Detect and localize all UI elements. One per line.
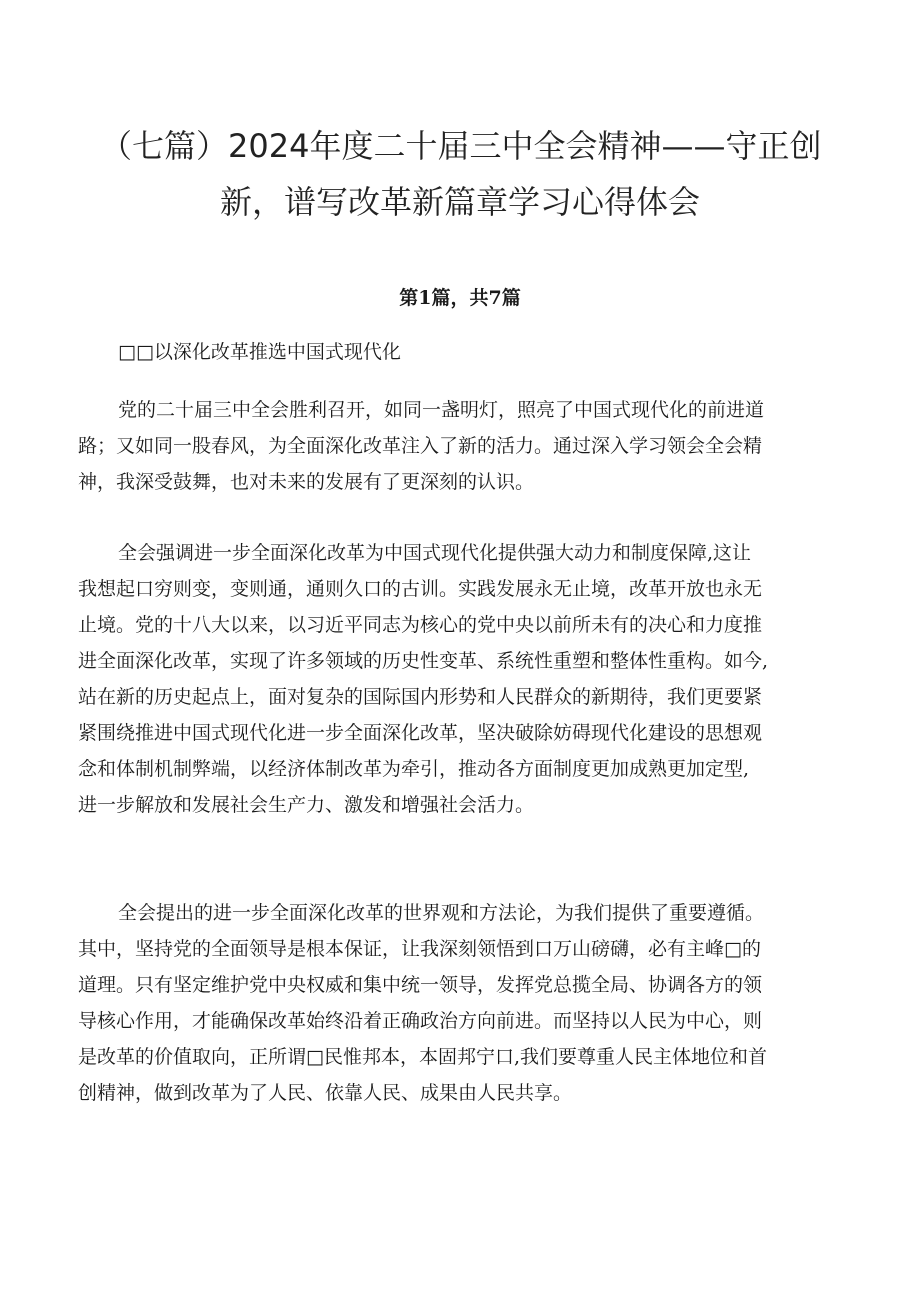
title-line-1: （七篇）2024年度二十届三中全会精神——守正创 [100, 127, 822, 165]
paragraph-1 [78, 392, 853, 500]
paragraph-line: 导核心作用，才能确保改革始终沿着正确政治方向前进。而坚持以人民为中心，则 [78, 1010, 763, 1032]
paragraph-line: 是改革的价值取向，正所谓□民惟邦本，本固邦宁口,我们要尊重人民主体地位和首 [78, 1046, 767, 1068]
paragraph-line: 念和体制机制弊端，以经济体制改革为牵引，推动各方面制度更加成熟更加定型, [78, 758, 750, 780]
paragraph-line: 全会强调进一步全面深化改革为中国式现代化提供强大动力和制度保障,这让 [118, 542, 752, 564]
part-indicator: 第1篇，共7篇 [399, 287, 521, 309]
paragraph-line: 紧围绕推进中国式现代化进一步全面深化改革，坚决破除妨碍现代化建设的思想观 [78, 722, 763, 744]
paragraph-line: 道理。只有坚定维护党中央权威和集中统一领导，发挥党总揽全局、协调各方的领 [78, 974, 763, 996]
paragraph-line: 路；又如同一股春风，为全面深化改革注入了新的活力。通过深入学习领会全会精 [78, 435, 763, 457]
paragraph-line: 其中，坚持党的全面领导是根本保证，让我深刻领悟到口万山磅礴，必有主峰□的 [78, 938, 761, 960]
paragraph-line: 党的二十届三中全会胜利召开，如同一盏明灯，照亮了中国式现代化的前进道 [118, 399, 765, 421]
paragraph-line: 进全面深化改革，实现了许多领域的历史性变革、系统性重塑和整体性重构。如今, [78, 650, 769, 672]
paragraph-line: 创精神，做到改革为了人民、依靠人民、成果由人民共享。 [78, 1082, 573, 1104]
paragraph-line: 站在新的历史起点上，面对复杂的国际国内形势和人民群众的新期待，我们更要紧 [78, 686, 763, 708]
paragraph-line: 止境。党的十八大以来，以习近平同志为核心的党中央以前所未有的决心和力度推 [78, 614, 763, 636]
title-line-2: 新，谱写改革新篇章学习心得体会 [219, 183, 700, 221]
paragraph-line: 我想起口穷则变，变则通，通则久口的古训。实践发展永无止境，改革开放也永无 [78, 578, 763, 600]
paragraph-line: 神，我深受鼓舞，也对未来的发展有了更深刻的认识。 [78, 471, 535, 493]
section-heading: □□以深化改革推选中国式现代化 [118, 341, 401, 363]
paragraph-2 [78, 535, 853, 823]
paragraph-line: 进一步解放和发展社会生产力、激发和增强社会活力。 [78, 794, 535, 816]
paragraph-3 [78, 895, 853, 1111]
document-title [100, 118, 820, 230]
paragraph-line: 全会提出的进一步全面深化改革的世界观和方法论，为我们提供了重要遵循。 [118, 902, 765, 924]
